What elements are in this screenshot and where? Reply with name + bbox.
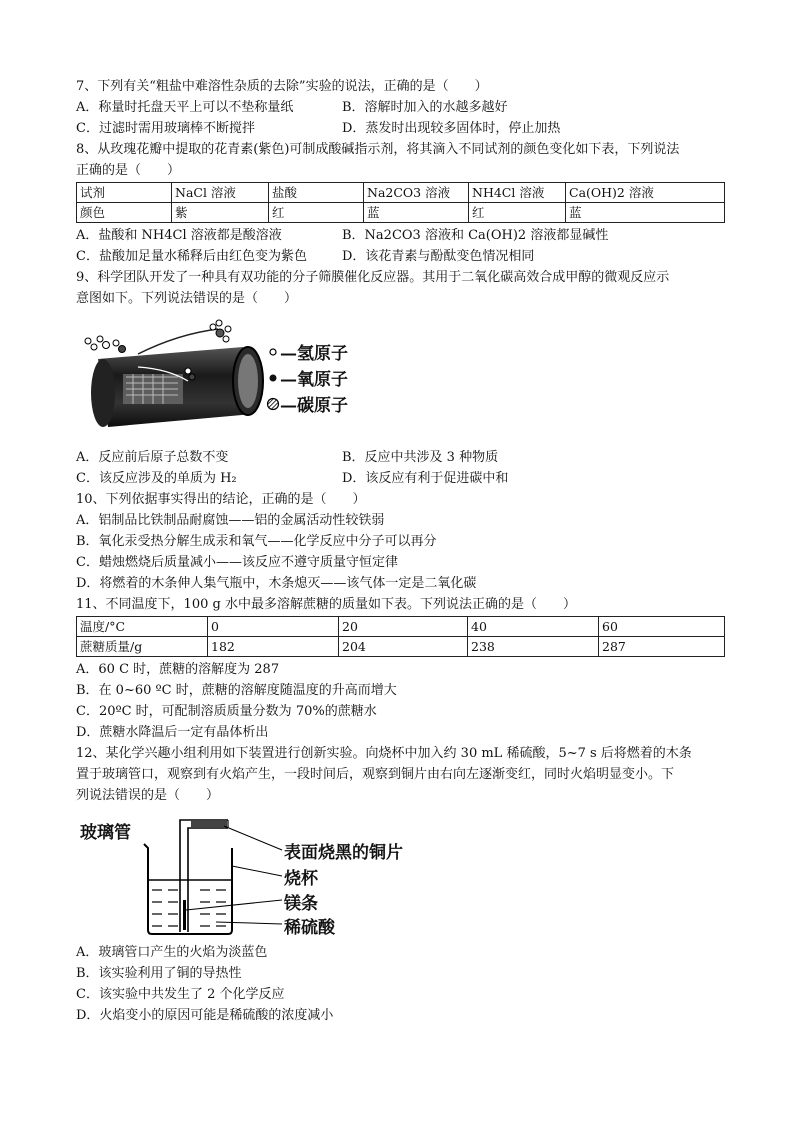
table-cell: 紫 (172, 203, 269, 223)
option-a: A．玻璃管口产生的火焰为淡蓝色 (76, 945, 268, 960)
question-stem: 8、从玫瑰花瓣中提取的花青素(紫色)可制成酸碱指示剂，将其滴入不同试剂的颜色变化如下表，下列说法 (76, 142, 680, 157)
question-stem: 12、某化学兴趣小组利用如下装置进行创新实验。向烧杯中加入约 30 mL 稀硫酸，5~7 s 后将燃着的木条 (76, 746, 692, 761)
question-stem: 11、不同温度下，100 g 水中最多溶解蔗糖的质量如下表。下列说法正确的是（ ） (76, 597, 576, 612)
option-a: A．60 C 时，蔗糖的溶解度为 287 (76, 662, 280, 677)
table-cell: 0 (208, 617, 339, 637)
option-c: C．该反应涉及的单质为 H₂ (76, 471, 237, 486)
table-cell: 红 (469, 203, 566, 223)
apparatus-illustration (136, 810, 286, 940)
option-b: B．反应中共涉及 3 种物质 (342, 450, 499, 465)
option-d: D．火焰变小的原因可能是稀硫酸的浓度减小 (76, 1008, 334, 1023)
magnesium-strip-label: 镁条 (284, 894, 318, 914)
beaker-label: 烧杯 (284, 869, 318, 889)
option-d: D．该花青素与酚酞变色情况相同 (342, 249, 535, 264)
table-cell: Na2CO3 溶液 (364, 183, 469, 203)
question-stem: 7、下列有关“粗盐中难溶性杂质的去除”实验的说法，正确的是（ ） (76, 79, 488, 94)
option-a: A．反应前后原子总数不变 (76, 450, 229, 465)
option-a: A．盐酸和 NH4Cl 溶液都是酸溶液 (76, 228, 282, 243)
option-d: D．将燃着的木条伸人集气瓶中，木条熄灭——该气体一定是二氧化碳 (76, 576, 477, 591)
question-9 (76, 267, 724, 489)
table-cell: 盐酸 (269, 183, 364, 203)
option-d: D．蔗糖水降温后一定有晶体析出 (76, 725, 269, 740)
legend-label: —氧原子 (280, 370, 348, 390)
question-7 (76, 76, 724, 139)
solubility-table (76, 616, 725, 657)
copper-sheet-label: 表面烧黑的铜片 (284, 843, 403, 863)
indicator-color-table (76, 182, 725, 223)
legend-oxygen (266, 365, 348, 390)
legend-label: —碳原子 (280, 396, 348, 416)
table-row (77, 183, 725, 203)
table-row (77, 203, 725, 223)
question-stem: 9、科学团队开发了一种具有双功能的分子筛膜催化反应器。其用于二氧化碳高效合成甲醇的微观反应示 (76, 270, 670, 285)
option-d: D．蒸发时出现较多固体时，停止加热 (342, 121, 561, 136)
option-d: D．该反应有利于促进碳中和 (342, 471, 509, 486)
legend-carbon (266, 391, 348, 416)
option-b: B．溶解时加入的水越多越好 (342, 100, 508, 115)
reactor-figure (76, 309, 724, 447)
table-cell: 红 (269, 203, 364, 223)
option-a: A．铝制品比铁制品耐腐蚀——铝的金属活动性较铁弱 (76, 513, 385, 528)
question-11 (76, 594, 724, 743)
exam-page (76, 76, 724, 1026)
carbon-atom-icon (266, 397, 280, 411)
option-b: B．该实验利用了铜的导热性 (76, 966, 242, 981)
table-cell: NH4Cl 溶液 (469, 183, 566, 203)
question-10 (76, 489, 724, 594)
option-c: C．蜡烛燃烧后质量减小——该反应不遵守质量守恒定律 (76, 555, 398, 570)
table-cell: 颜色 (77, 203, 172, 223)
table-cell: 287 (599, 637, 725, 657)
question-stem-cont: 正确的是（ ） (76, 163, 181, 178)
table-cell: 20 (339, 617, 468, 637)
oxygen-atom-icon (266, 371, 280, 385)
question-8 (76, 139, 724, 267)
question-12 (76, 743, 724, 1026)
table-row (77, 617, 725, 637)
option-c: C．20ºC 时，可配制溶质质量分数为 70%的蔗糖水 (76, 704, 377, 719)
table-cell: 204 (339, 637, 468, 657)
table-cell: 蓝 (364, 203, 469, 223)
apparatus-figure (76, 806, 724, 942)
option-c: C．该实验中共发生了 2 个化学反应 (76, 987, 285, 1002)
option-c: C．盐酸加足量水稀释后由红色变为紫色 (76, 249, 307, 264)
legend-hydrogen (266, 339, 348, 364)
question-stem-cont: 意图如下。下列说法错误的是（ ） (76, 291, 298, 306)
table-cell: Ca(OH)2 溶液 (566, 183, 725, 203)
option-b: B．Na2CO3 溶液和 Ca(OH)2 溶液都显碱性 (342, 228, 609, 243)
table-cell: 试剂 (77, 183, 172, 203)
option-c: C．过滤时需用玻璃棒不断搅拌 (76, 121, 255, 136)
table-row (77, 637, 725, 657)
option-b: B．在 0~60 ºC 时，蔗糖的溶解度随温度的升高而增大 (76, 683, 397, 698)
table-cell: 238 (468, 637, 599, 657)
glass-tube-label: 玻璃管 (80, 823, 131, 843)
option-b: B．氧化汞受热分解生成汞和氧气——化学反应中分子可以再分 (76, 534, 437, 549)
table-cell: 温度/°C (77, 617, 208, 637)
hydrogen-atom-icon (266, 345, 280, 359)
table-cell: 蓝 (566, 203, 725, 223)
table-cell: NaCl 溶液 (172, 183, 269, 203)
dilute-sulfuric-acid-label: 稀硫酸 (284, 918, 335, 938)
question-stem: 10、下列依据事实得出的结论，正确的是（ ） (76, 492, 366, 507)
table-cell: 40 (468, 617, 599, 637)
option-a: A．称量时托盘天平上可以不垫称量纸 (76, 100, 294, 115)
table-cell: 蔗糖质量/g (77, 637, 208, 657)
membrane-reactor-illustration (78, 319, 268, 439)
legend-label: —氢原子 (280, 344, 348, 364)
question-stem-cont: 置于玻璃管口，观察到有火焰产生，一段时间后，观察到铜片由右向左逐渐变红，同时火焰明显变小。下 (76, 767, 675, 782)
table-cell: 60 (599, 617, 725, 637)
question-stem-cont: 列说法错误的是（ ） (76, 788, 220, 803)
table-cell: 182 (208, 637, 339, 657)
